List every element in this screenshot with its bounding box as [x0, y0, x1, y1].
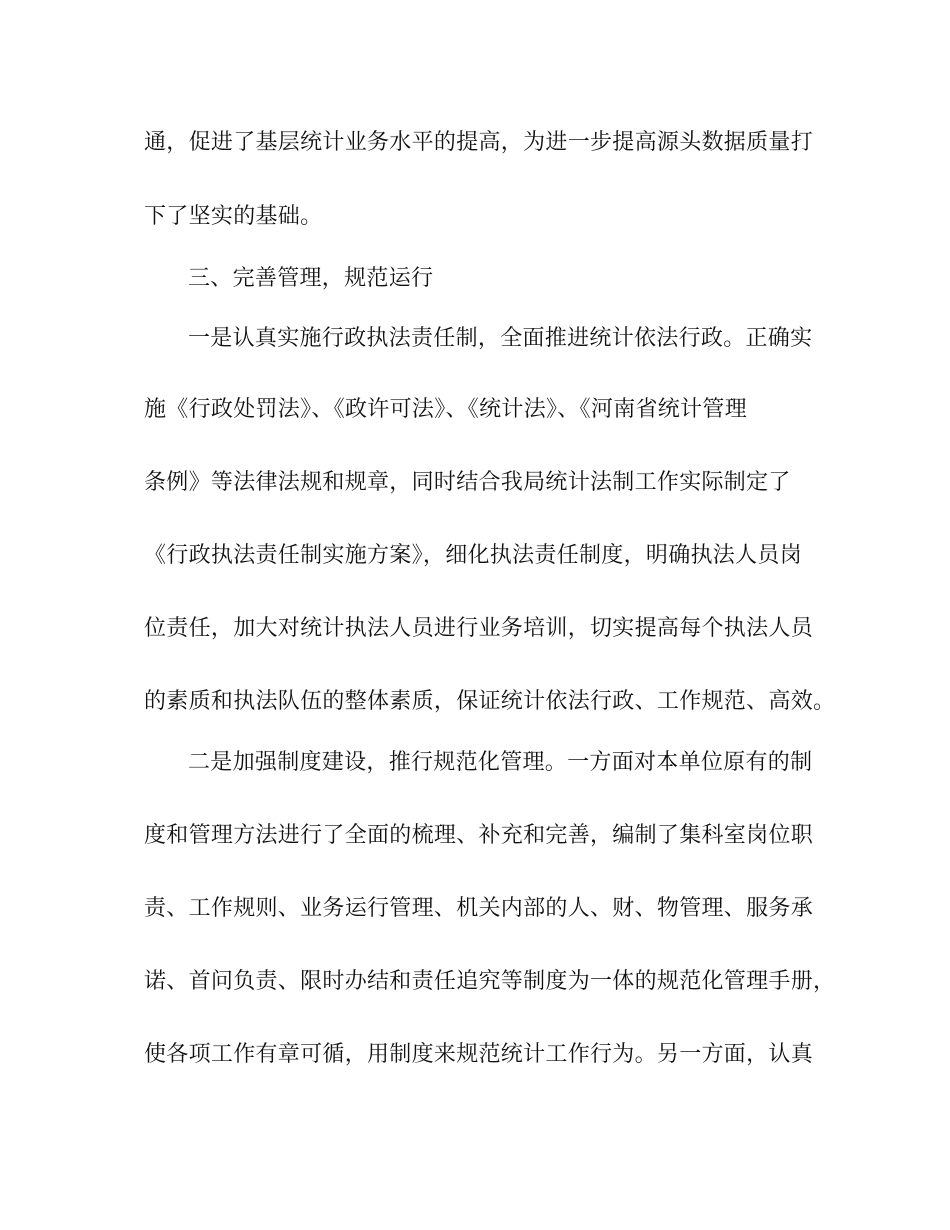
paragraph-line: 责、工作规则、业务运行管理、机关内部的人、财、物管理、服务承	[144, 896, 814, 921]
paragraph-line: 位责任，加大对统计执法人员进行业务培训，切实提高每个执法人员	[144, 616, 814, 641]
paragraph-line: 施《行政处罚法》、《政许可法》、《统计法》、《河南省统计管理	[144, 397, 748, 422]
paragraph-line: 使各项工作有章可循，用制度来规范统计工作行为。另一方面，认真	[144, 1042, 814, 1067]
paragraph-line: 的素质和执法队伍的整体素质，保证统计依法行政、工作规范、高效。	[144, 689, 836, 714]
paragraph-line: 度和管理方法进行了全面的梳理、补充和完善，编制了集科室岗位职	[144, 823, 814, 848]
paragraph-line: 通，促进了基层统计业务水平的提高，为进一步提高源头数据质量打	[144, 130, 814, 155]
paragraph-line: 条例》等法律法规和规章，同时结合我局统计法制工作实际制定了	[144, 470, 791, 495]
paragraph-line: 一是认真实施行政执法责任制，全面推进统计依法行政。正确实	[188, 326, 813, 351]
paragraph-line: 诺、首问负责、限时办结和责任追究等制度为一体的规范化管理手册，	[144, 969, 836, 994]
section-heading: 三、完善管理，规范运行	[188, 266, 434, 291]
paragraph-line: 下了坚实的基础。	[144, 204, 323, 229]
paragraph-line: 二是加强制度建设，推行规范化管理。一方面对本单位原有的制	[188, 750, 813, 775]
paragraph-line: 《行政执法责任制实施方案》，细化执法责任制度，明确执法人员岗	[144, 543, 803, 568]
